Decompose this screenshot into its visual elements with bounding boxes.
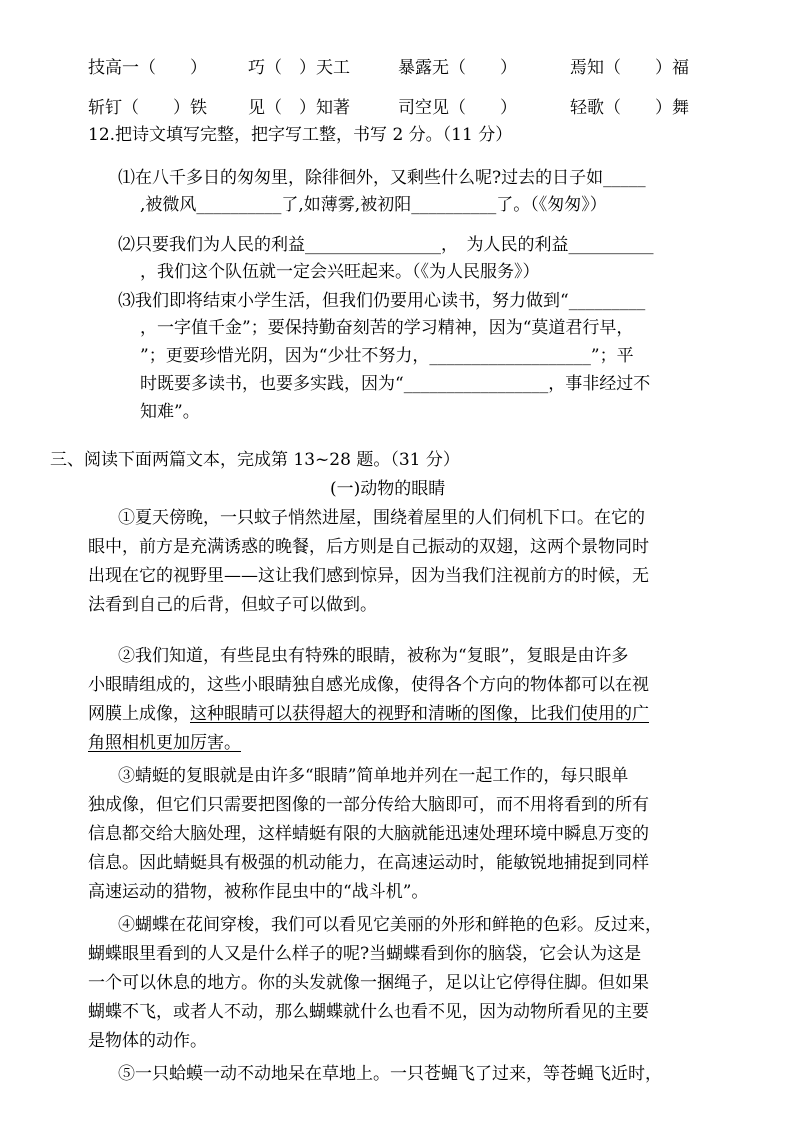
article-p3-line: 信息。因此蜻蜓具有极强的机动能力，在高速运动时，能敏锐地捕捉到同样 bbox=[88, 853, 649, 873]
q12-part3-line: 时既要多读书，也要多实践，因为“_________________，事非经过不 bbox=[140, 374, 651, 394]
q12-part2-line: ，我们这个队伍就一定会兴旺起来。（《为人民服务》） bbox=[140, 262, 540, 282]
article-p4-line: 蝴蝶不飞，或者人不动，那么蝴蝶就什么也看不见，因为动物所看见的主要 bbox=[88, 1002, 649, 1022]
article-p2-plain: 网膜上成像， bbox=[88, 704, 190, 724]
idiom-blank: 斩钉（ ）铁 bbox=[88, 98, 207, 118]
idiom-blank: 技高一（ ） bbox=[88, 58, 207, 78]
q12-part3-line: ，一字值千金”；要保持勤奋刻苦的学习精神，因为“莫道君行早， bbox=[140, 318, 634, 338]
q12-part3-line: ”；更要珍惜光阴，因为“少壮不努力，___________________”；平 bbox=[140, 346, 634, 366]
section-3-heading: 三、阅读下面两篇文本，完成第 13~28 题。（31 分） bbox=[50, 450, 460, 470]
q12-part3-line: ⑶我们即将结束小学生活，但我们仍要用心读书，努力做到“_________ bbox=[118, 291, 646, 311]
idiom-blank: 见（ ）知著 bbox=[248, 98, 350, 118]
article-p2-line bbox=[88, 703, 649, 725]
article-p2-line: ②我们知道，有些昆虫有特殊的眼睛，被称为“复眼”，复眼是由许多 bbox=[118, 646, 629, 666]
underlined-sentence: 这种眼睛可以获得超大的视野和清晰的图像，比我们使用的广 bbox=[190, 704, 649, 724]
idiom-blank: 暴露无（ ） bbox=[398, 58, 517, 78]
idiom-blank: 巧（ ）天工 bbox=[248, 58, 350, 78]
article-p2-line: 小眼睛组成的，这些小眼睛独自感光成像，使得各个方向的物体都可以在视 bbox=[88, 675, 649, 695]
article-p4-line: 蝴蝶眼里看到的人又是什么样子的呢?当蝴蝶看到你的脑袋，它会认为这是 bbox=[88, 944, 642, 964]
article-p5-line: ⑤一只蛤蟆一动不动地呆在草地上。一只苍蝇飞了过来，等苍蝇飞近时， bbox=[118, 1064, 662, 1084]
article-p4-line: 一个可以休息的地方。你的头发就像一捆绳子，足以让它停得住脚。但如果 bbox=[88, 973, 649, 993]
article-p1-line: 出现在它的视野里——这让我们感到惊异，因为当我们注视前方的时候，无 bbox=[88, 566, 649, 586]
idiom-blank: 焉知（ ）福 bbox=[570, 58, 689, 78]
article-p3-line: ③蜻蜓的复眼就是由许多“眼睛”简单地并列在一起工作的，每只眼单 bbox=[118, 766, 629, 786]
q12-part3-line: 知难”。 bbox=[140, 402, 200, 422]
article-p4-line: 是物体的动作。 bbox=[88, 1031, 207, 1051]
article-p1-line: 法看到自己的后背，但蚊子可以做到。 bbox=[88, 595, 377, 615]
article-title: (一)动物的眼睛 bbox=[330, 479, 446, 499]
article-p3-line: 独成像，但它们只需要把图像的一部分传给大脑即可，而不用将看到的所有 bbox=[88, 795, 649, 815]
article-p1-line: ①夏天傍晚，一只蚊子悄然进屋，围绕着屋里的人们伺机下口。在它的 bbox=[118, 508, 645, 528]
article-p1-line: 眼中，前方是充满诱惑的晚餐，后方则是自己振动的双翅，这两个景物同时 bbox=[88, 537, 649, 557]
question-12-title: 12.把诗文填写完整，把字写工整，书写 2 分。（11 分） bbox=[88, 125, 513, 145]
underlined-sentence: 角照相机更加厉害。 bbox=[88, 733, 241, 753]
q12-part2-line: ⑵只要我们为人民的利益________________， 为人民的利益__________ bbox=[118, 235, 654, 255]
article-p3-line: 高速运动的猎物，被称作昆虫中的“战斗机”。 bbox=[88, 882, 429, 902]
idiom-blank: 司空见（ ） bbox=[398, 98, 517, 118]
article-p3-line: 信息都交给大脑处理，这样蜻蜓有限的大脑就能迅速处理环境中瞬息万变的 bbox=[88, 824, 649, 844]
q12-part1-line: ⑴在八千多日的匆匆里，除徘徊外，又剩些什么呢?过去的日子如_____ bbox=[118, 168, 646, 188]
q12-part1-line: ,被微风__________了,如薄雾,被初阳__________了。（《匆匆》） bbox=[140, 195, 607, 215]
article-p4-line: ④蝴蝶在花间穿梭，我们可以看见它美丽的外形和鲜艳的色彩。反过来， bbox=[118, 915, 662, 935]
idiom-blank: 轻歌（ ）舞 bbox=[570, 98, 689, 118]
